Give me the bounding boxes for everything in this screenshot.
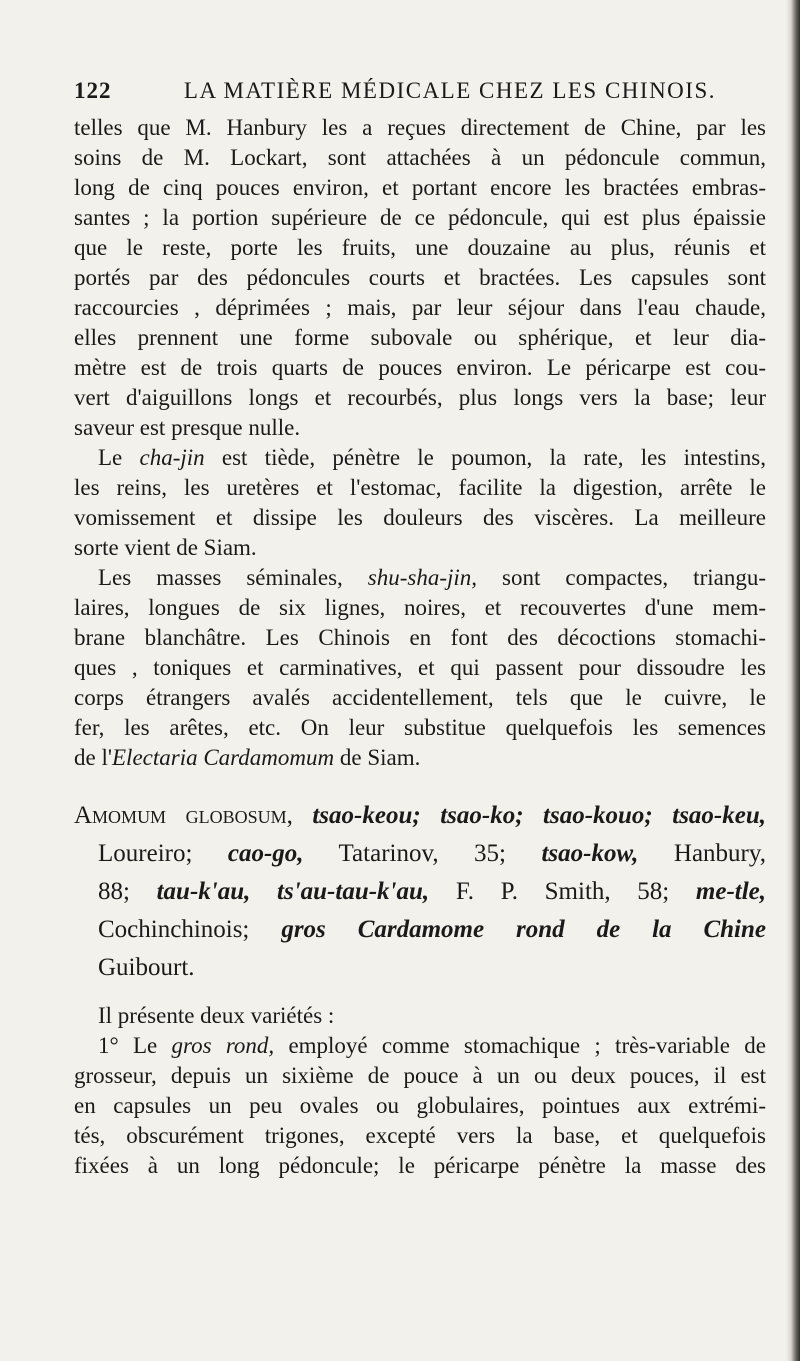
italic-term: shu-sha-jin, — [367, 565, 478, 590]
text-line: fer, les arêtes, etc. On leur substitue quelquefois les semences — [74, 715, 766, 740]
italic-term: tsao-keou; tsao-ko; tsao-kouo; tsao-keu, — [312, 802, 766, 829]
text-line: laires, longues de six lignes, noires, et recouvertes d'une mem- — [74, 595, 766, 620]
entry-line: Amomum globosum, tsao-keou; tsao-ko; tsao-kouo; tsao-keu, — [74, 802, 766, 829]
text-line: Les masses séminales, shu-sha-jin, sont compactes, triangu- — [98, 565, 766, 590]
text-line: brane blanchâtre. Les Chinois en font des décoctions stomachi- — [74, 625, 766, 650]
text-line: long de cinq pouces environ, et portant encore les bractées embras- — [74, 175, 766, 200]
text-line: grosseur, depuis un sixième de pouce à un ou deux pouces, il est — [74, 1063, 766, 1088]
text-line: saveur est presque nulle. — [74, 415, 301, 440]
text-line: raccourcies , déprimées ; mais, par leur séjour dans l'eau chaude, — [74, 295, 766, 320]
text-line: de l'Electaria Cardamomum de Siam. — [74, 745, 421, 770]
italic-term: Electaria Cardamomum — [112, 745, 335, 770]
text-line: vert d'aiguillons longs et recourbés, plus longs vers la base; leur — [74, 385, 766, 410]
text-line: soins de M. Lockart, sont attachées à un pédoncule commun, — [74, 145, 766, 170]
text-line: que le reste, porte les fruits, une douzaine au plus, réunis et — [74, 235, 766, 260]
species-entry — [74, 797, 766, 987]
species-name: Amomum globosum — [74, 802, 287, 829]
section-gap — [74, 987, 766, 1001]
entry-line: Guibourt. — [98, 954, 195, 981]
text-line: les reins, les uretères et l'estomac, facilite la digestion, arrête le — [74, 475, 766, 500]
text-line: corps étrangers avalés accidentellement, tels que le cuivre, le — [74, 685, 766, 710]
text-line: Il présente deux variétés : — [98, 1003, 335, 1028]
body-text — [74, 113, 766, 1181]
text-line: mètre est de trois quarts de pouces environ. Le péricarpe est cou- — [74, 355, 766, 380]
entry-line: 88; tau-k'au, ts'au-tau-k'au, F. P. Smith, 58; me-tle, — [98, 878, 767, 905]
entry-line: Cochinchinois; gros Cardamome rond de la Chine — [98, 916, 766, 943]
page-edge-shadow — [786, 0, 800, 1361]
section-gap — [74, 773, 766, 797]
text-line: sorte vient de Siam. — [74, 535, 257, 560]
text-line: Le cha-jin est tiède, pénètre le poumon, la rate, les intestins, — [98, 445, 766, 470]
text-line: elles prennent une forme subovale ou sphérique, et leur dia- — [74, 325, 766, 350]
running-header — [74, 78, 766, 112]
italic-term: gros rond, — [171, 1033, 275, 1058]
text-line: fixées à un long pédoncule; le péricarpe pénètre la masse des — [74, 1153, 766, 1178]
italic-term: cha-jin — [139, 445, 205, 470]
text-line: santes ; la portion supérieure de ce pédoncule, qui est plus épaissie — [74, 205, 766, 230]
text-line: tés, obscurément trigones, excepté vers la base, et quelquefois — [74, 1123, 766, 1148]
book-page — [74, 78, 766, 1181]
running-title: LA MATIÈRE MÉDICALE CHEZ LES CHINOIS. — [183, 78, 716, 103]
text-line: 1° Le gros rond, employé comme stomachique ; très-variable de — [98, 1033, 766, 1058]
entry-line: Loureiro; cao-go, Tatarinov, 35; tsao-kow, Hanbury, — [98, 840, 766, 867]
text-line: portés par des pédoncules courts et bractées. Les capsules sont — [74, 265, 766, 290]
text-line: en capsules un peu ovales ou globulaires, pointues aux extrémi- — [74, 1093, 766, 1118]
page-number: 122 — [74, 78, 112, 103]
text-line: ques , toniques et carminatives, et qui passent pour dissoudre les — [74, 655, 766, 680]
text-line: telles que M. Hanbury les a reçues directement de Chine, par les — [74, 115, 766, 140]
text-line: vomissement et dissipe les douleurs des viscères. La meilleure — [74, 505, 766, 530]
